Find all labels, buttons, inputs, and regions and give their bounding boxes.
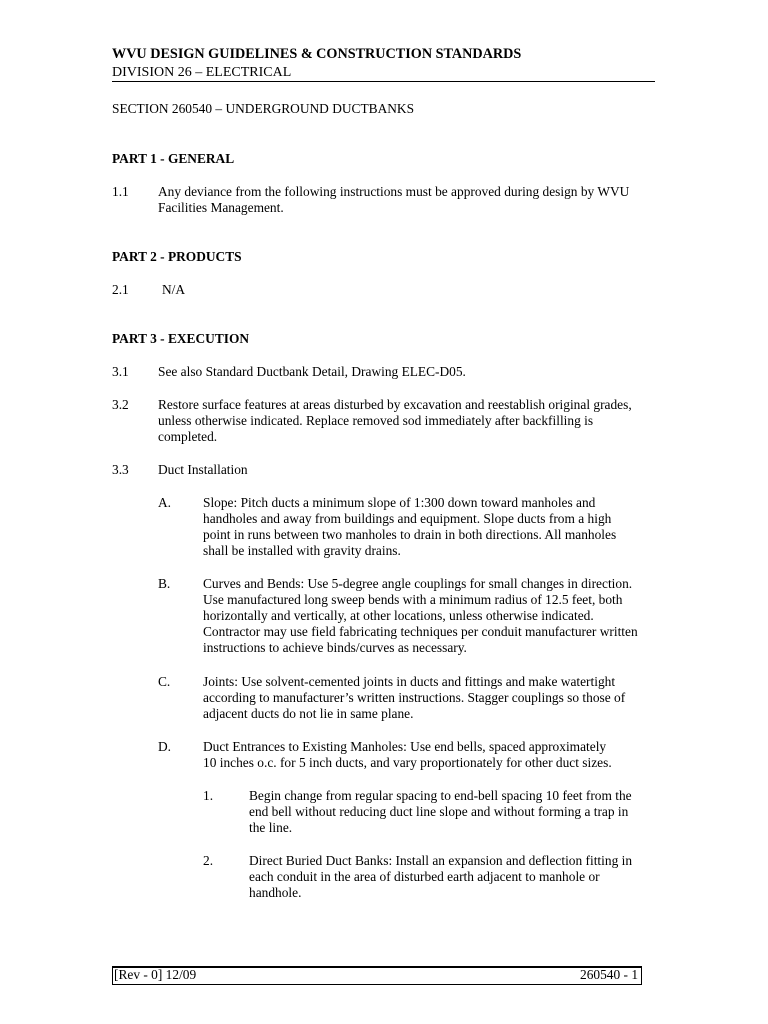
d-item-text-line: each conduit in the area of disturbed earth adjacent to manhole or xyxy=(249,869,600,884)
part2-heading: PART 2 - PRODUCTS xyxy=(112,249,242,264)
subitem-text-line: Duct Entrances to Existing Manholes: Use end bells, spaced approximately xyxy=(203,739,607,754)
subitem-text-line: shall be installed with gravity drains. xyxy=(203,543,401,558)
d-item-text-line: handhole. xyxy=(249,885,302,900)
subitem-text-line: handholes and away from buildings and equipment. Slope ducts from a high xyxy=(203,511,612,526)
item-text-line: Facilities Management. xyxy=(158,200,284,215)
item-number: 3.2 xyxy=(112,397,129,412)
item-text-line: Any deviance from the following instructions must be approved during design by WVU xyxy=(158,184,630,199)
subitem-text-line: horizontally and vertically, at other locations, unless otherwise indicated. xyxy=(203,608,594,623)
subitem-letter: D. xyxy=(158,739,172,754)
subitem-text-line: Slope: Pitch ducts a minimum slope of 1:300 down toward manholes and xyxy=(203,495,596,510)
item-number: 1.1 xyxy=(112,184,129,199)
item-number: 2.1 xyxy=(112,282,129,297)
subitem-letter: B. xyxy=(158,576,171,591)
subitem-letter: A. xyxy=(158,495,172,510)
subitem-text-line: adjacent ducts do not lie in same plane. xyxy=(203,706,414,721)
subitem-text-line: Joints: Use solvent-cemented joints in ducts and fittings and make watertight xyxy=(203,674,616,689)
division-label: DIVISION 26 – ELECTRICAL xyxy=(112,65,292,80)
item-text-line: N/A xyxy=(162,282,186,297)
d-item-text-line: the line. xyxy=(249,820,293,835)
header-rule xyxy=(112,81,655,82)
subitem-text-line: Contractor may use field fabricating techniques per conduit manufacturer written xyxy=(203,624,638,639)
subitem-text-line: point in runs between two manholes to drain in both directions. All manholes xyxy=(203,527,617,542)
section-title: SECTION 260540 – UNDERGROUND DUCTBANKS xyxy=(112,101,415,116)
subitem-text-line: Curves and Bends: Use 5-degree angle couplings for small changes in direction. xyxy=(203,576,633,591)
subitem-letter: C. xyxy=(158,674,171,689)
subitem-text-line: Use manufactured long sweep bends with a minimum radius of 12.5 feet, both xyxy=(203,592,623,607)
footer-page-number: 260540 - 1 xyxy=(580,967,639,982)
subitem-text-line: 10 inches o.c. for 5 inch ducts, and vary proportionately for other duct sizes. xyxy=(203,755,612,770)
item-text-line: See also Standard Ductbank Detail, Drawing ELEC-D05. xyxy=(158,364,466,379)
d-item-text-line: end bell without reducing duct line slope and without forming a trap in xyxy=(249,804,629,819)
subitem-text-line: instructions to achieve binds/curves as necessary. xyxy=(203,640,467,655)
footer-revision: [Rev - 0] 12/09 xyxy=(114,967,197,982)
d-item-number: 2. xyxy=(203,853,214,868)
item-number: 3.1 xyxy=(112,364,129,379)
part1-heading: PART 1 - GENERAL xyxy=(112,151,235,166)
document-title: WVU DESIGN GUIDELINES & CONSTRUCTION STANDARDS xyxy=(112,46,522,62)
item-text-line: Restore surface features at areas disturbed by excavation and reestablish original grades, xyxy=(158,397,632,412)
item-text-line: unless otherwise indicated. Replace removed sod immediately after backfilling is xyxy=(158,413,594,428)
d-item-text-line: Begin change from regular spacing to end-bell spacing 10 feet from the xyxy=(249,788,632,803)
item-text-line: completed. xyxy=(158,429,218,444)
subitem-text-line: according to manufacturer’s written instructions. Stagger couplings so those of xyxy=(203,690,626,705)
d-item-text-line: Direct Buried Duct Banks: Install an expansion and deflection fitting in xyxy=(249,853,633,868)
item-text-line: Duct Installation xyxy=(158,462,248,477)
part3-heading: PART 3 - EXECUTION xyxy=(112,331,250,346)
d-item-number: 1. xyxy=(203,788,214,803)
item-number: 3.3 xyxy=(112,462,129,477)
